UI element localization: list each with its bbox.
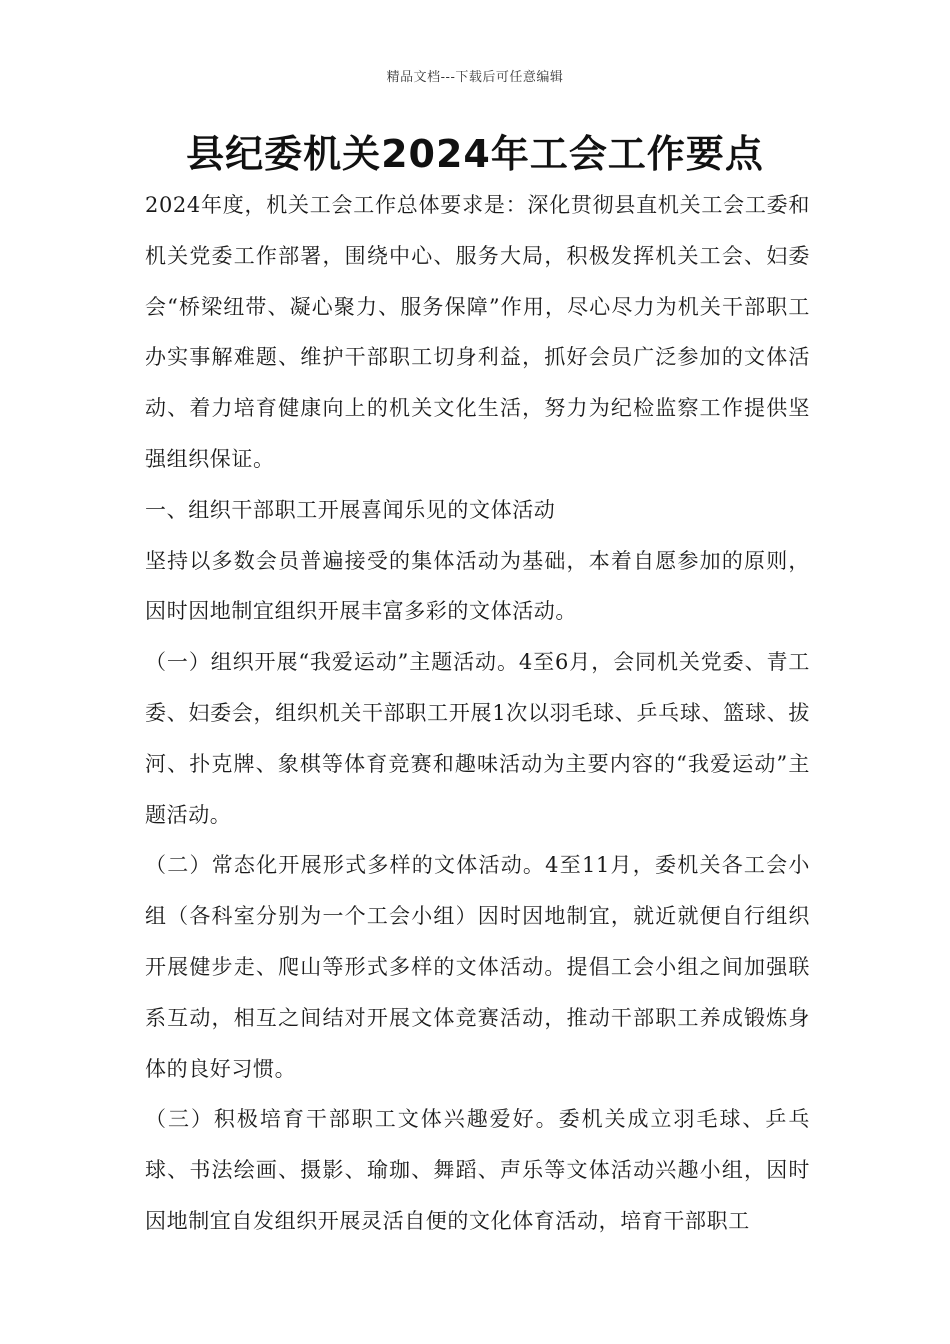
- document-title: 县纪委机关2024年工会工作要点: [186, 132, 764, 176]
- document-body: [145, 180, 810, 1247]
- header-note: 精品文档---下载后可任意编辑: [386, 70, 564, 85]
- paragraph-intro: 2024年度，机关工会工作总体要求是：深化贯彻县直机关工会工委和机关党委工作部署，围绕中心、服务大局，积极发挥机关工会、妇委会“桥梁纽带、凝心聚力、服务保障”作用，尽心尽力为机关干部职工办实事解难题、维护干部职工切身利益，抓好会员广泛参加的文体活动、着力培育健康向上的机关文化生活，努力为纪检监察工作提供坚强组织保证。: [145, 193, 810, 471]
- paragraph-item-2: （二）常态化开展形式多样的文体活动。4至11月，委机关各工会小组（各科室分别为一个工会小组）因时因地制宜，就近就便自行组织开展健步走、爬山等形式多样的文体活动。提倡工会小组之间加强联系互动，相互之间结对开展文体竞赛活动，推动干部职工养成锻炼身体的良好习惯。: [145, 853, 810, 1081]
- section-heading-1: 一、组织干部职工开展喜闻乐见的文体活动: [145, 497, 556, 522]
- paragraph-item-1: （一）组织开展“我爱运动”主题活动。4至6月，会同机关党委、青工委、妇委会，组织机关干部职工开展1次以羽毛球、乒乓球、篮球、拔河、扑克牌、象棋等体育竞赛和趣味活动为主要内容的“我爱运动”主题活动。: [145, 650, 810, 827]
- paragraph-item-3: （三）积极培育干部职工文体兴趣爱好。委机关成立羽毛球、乒乓球、书法绘画、摄影、瑜珈、舞蹈、声乐等文体活动兴趣小组，因时因地制宜自发组织开展灵活自便的文化体育活动，培育干部职工: [145, 1107, 810, 1233]
- paragraph-section-1-intro: 坚持以多数会员普遍接受的集体活动为基础，本着自愿参加的原则，因时因地制宜组织开展丰富多彩的文体活动。: [145, 548, 810, 624]
